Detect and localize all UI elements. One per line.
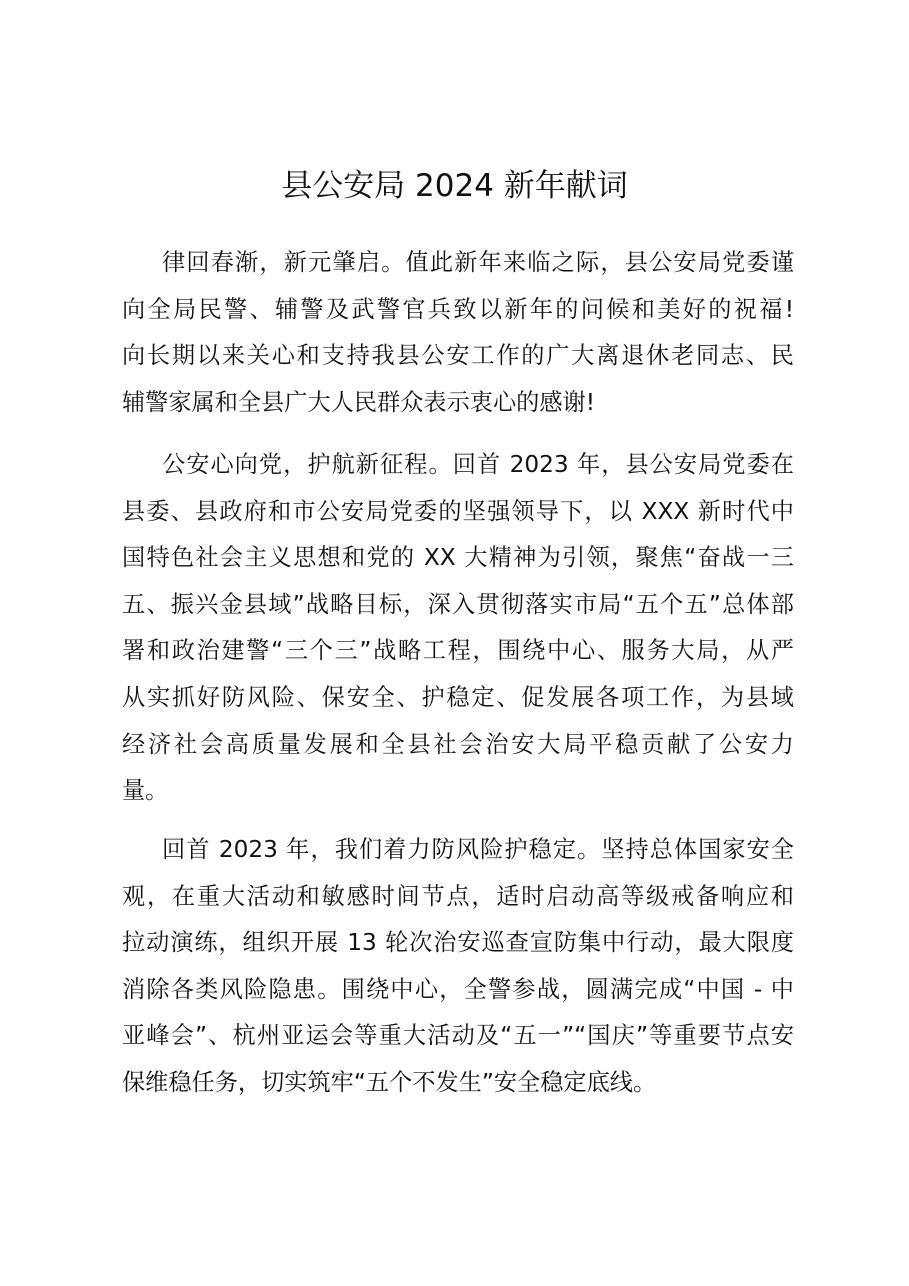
paragraph-line: 保维稳任务，切实筑牢“五个不发生”安全稳定底线。 — [122, 1068, 657, 1096]
paragraph-line: 署和政治建警“三个三”战略工程，围绕中心、服务大局，从严 — [122, 637, 794, 665]
paragraph-line: 观，在重大活动和敏感时间节点，适时启动高等级戒备响应和 — [122, 882, 794, 910]
paragraph-line: 从实抓好防风险、保安全、护稳定、促发展各项工作，为县域 — [122, 683, 794, 711]
paragraph-line: 量。 — [122, 777, 169, 805]
paragraph-line: 公安心向党，护航新征程。回首 2023 年，县公安局党委在 — [162, 451, 794, 478]
paragraph-review — [122, 442, 794, 815]
paragraph-line: 向长期以来关心和支持我县公安工作的广大离退休老同志、民 — [122, 342, 794, 370]
paragraph-line: 县委、县政府和市公安局党委的坚强领导下，以 XXX 新时代中 — [122, 497, 794, 525]
paragraph-line: 消除各类风险隐患。围绕中心，全警参战，圆满完成“中国 - 中 — [122, 975, 794, 1003]
paragraph-line: 回首 2023 年，我们着力防风险护稳定。坚持总体国家安全 — [162, 836, 794, 863]
paragraph-line: 拉动演练，组织开展 13 轮次治安巡查宣防集中行动，最大限度 — [122, 929, 794, 957]
paragraph-line: 亚峰会”、杭州亚运会等重大活动及“五一”“国庆”等重要节点安 — [122, 1022, 794, 1050]
paragraph-greeting — [122, 240, 794, 426]
paragraph-line: 辅警家属和全县广大人民群众表示衷心的感谢! — [122, 388, 596, 416]
document-title: 县公安局 2024 新年献词 — [281, 168, 628, 204]
paragraph-line: 五、振兴金县域”战略目标，深入贯彻落实市局“五个五”总体部 — [122, 590, 794, 618]
paragraph-line: 律回春渐，新元肇启。值此新年来临之际，县公安局党委谨 — [162, 249, 794, 276]
paragraph-line: 国特色社会主义思想和党的 XX 大精神为引领，聚焦“奋战一三 — [122, 544, 794, 572]
paragraph-risk-prevention — [122, 827, 794, 1107]
paragraph-line: 经济社会高质量发展和全县社会治安大局平稳贡献了公安力 — [122, 730, 794, 758]
paragraph-line: 向全局民警、辅警及武警官兵致以新年的问候和美好的祝福! — [122, 295, 794, 323]
